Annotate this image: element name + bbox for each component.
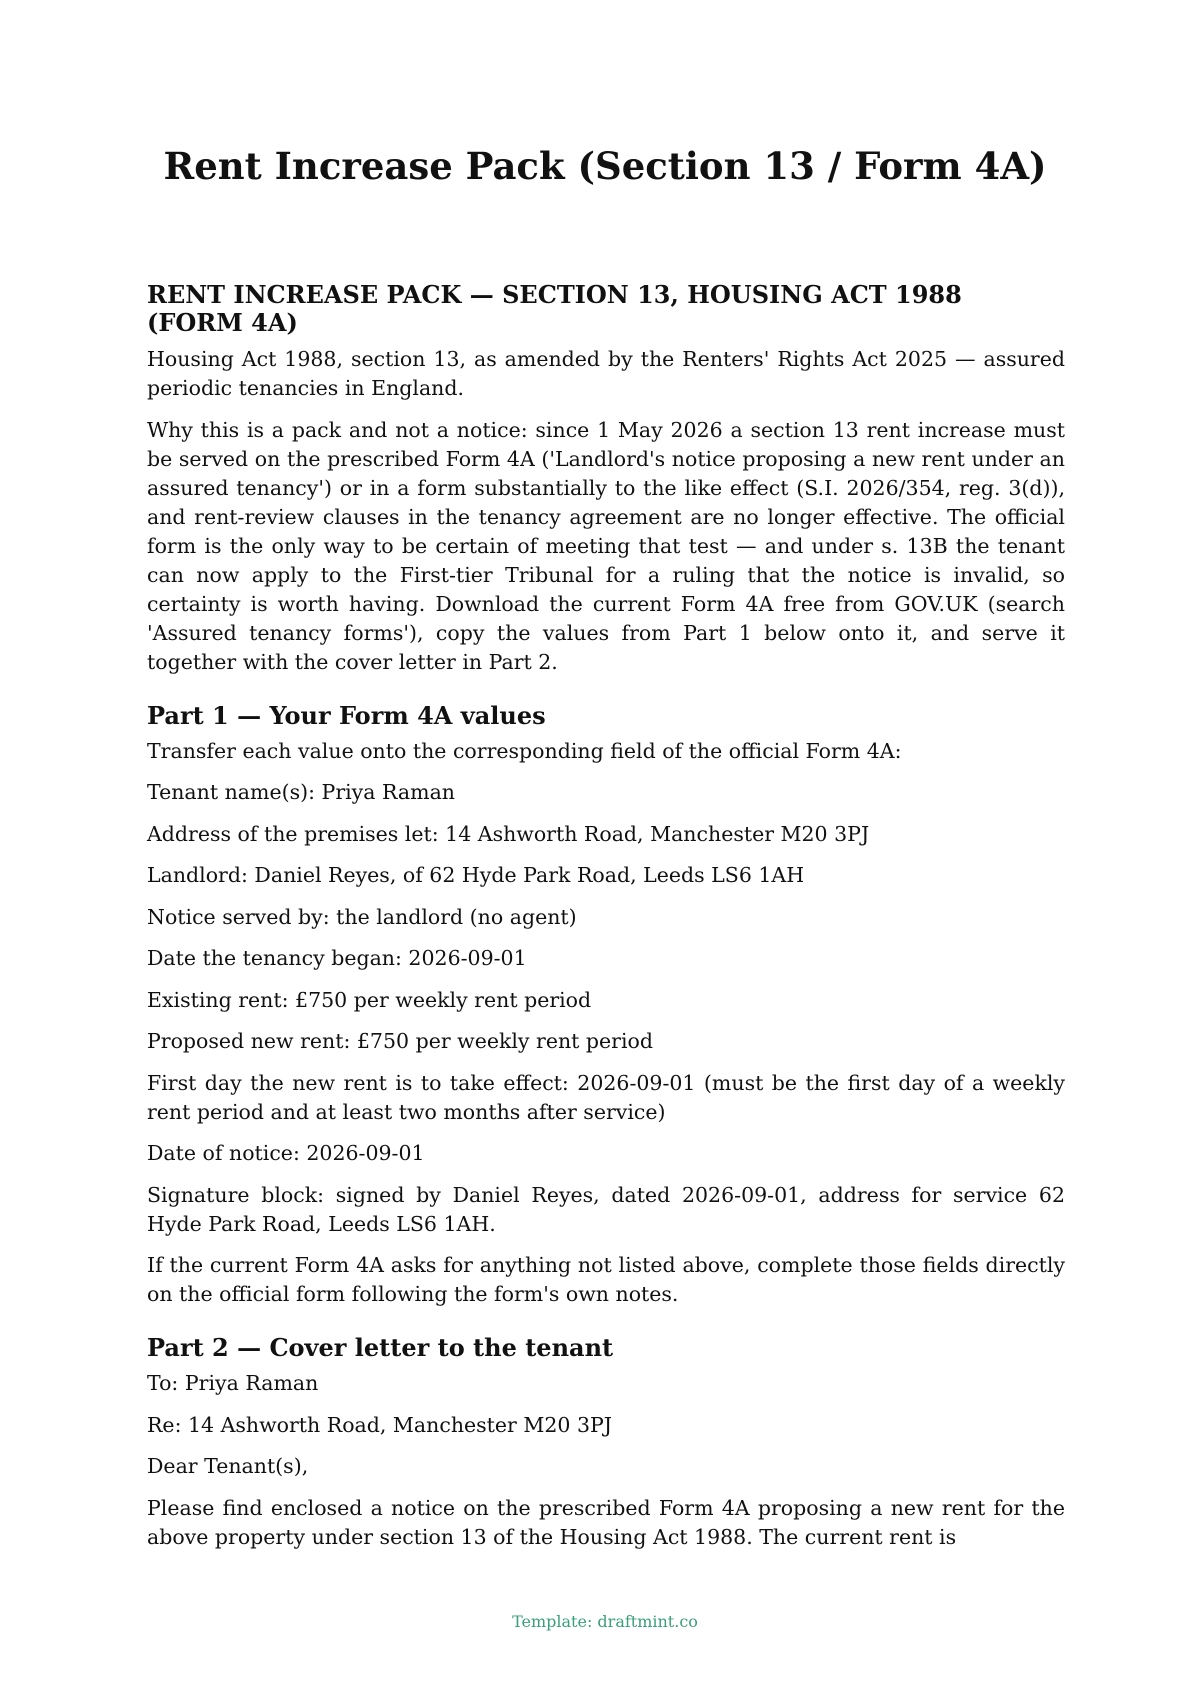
part1-instruction: Transfer each value onto the corresponding field of the official Form 4A: — [147, 738, 902, 763]
field-signature-block: Signature block: signed by Daniel Reyes, dated 2026-09-01, address for service 62 Hyde Park Road, Leeds LS6 1AH. — [147, 1182, 1065, 1236]
letter-salutation: Dear Tenant(s), — [147, 1454, 309, 1478]
part2-heading: Part 2 — Cover letter to the tenant — [147, 1333, 614, 1362]
field-tenant-names: Tenant name(s): Priya Raman — [147, 780, 455, 804]
document-title: Rent Increase Pack (Section 13 / Form 4A) — [163, 144, 1047, 188]
letter-re: Re: 14 Ashworth Road, Manchester M20 3PJ — [147, 1412, 613, 1437]
document-body — [147, 281, 1065, 1564]
main-heading: RENT INCREASE PACK — SECTION 13, HOUSING ACT 1988 (FORM 4A) — [147, 280, 962, 337]
field-existing-rent: Existing rent: £750 per weekly rent period — [147, 987, 592, 1012]
field-premises-address: Address of the premises let: 14 Ashworth Road, Manchester M20 3PJ — [147, 821, 870, 846]
letter-body: Please find enclosed a notice on the prescribed Form 4A proposing a new rent for the above property under section 13 of the Housing Act 1988. The current rent is — [147, 1495, 1065, 1549]
field-proposed-rent: Proposed new rent: £750 per weekly rent period — [147, 1029, 653, 1053]
field-effective-date: First day the new rent is to take effect: 2026-09-01 (must be the first day of a weekly rent period and at least two months after service) — [147, 1070, 1065, 1124]
field-notice-date: Date of notice: 2026-09-01 — [147, 1141, 425, 1165]
part1-heading: Part 1 — Your Form 4A values — [147, 700, 546, 730]
field-tenancy-start: Date the tenancy began: 2026-09-01 — [147, 946, 527, 970]
letter-to: To: Priya Raman — [147, 1371, 319, 1395]
why-pack-paragraph: Why this is a pack and not a notice: since 1 May 2026 a section 13 rent increase must be served on the prescribed Form 4A ('Landlord's notice proposing a new rent under an assured tenancy') or in a form substantially to the like effect (S.I. 2026/354, reg. 3(d)), and rent-review clauses in the tenancy agreement are no longer effective. The official form is the only way to be certain of meeting that test — and under s. 13B the tenant can now apply to the First-tier Tribunal for a ruling that the notice is invalid, so certainty is worth having. Download the current Form 4A free from GOV.UK (search 'Assured tenancy forms'), copy the values from Part 1 below onto it, and serve it together with the cover letter in Part 2. — [147, 417, 1065, 674]
field-landlord: Landlord: Daniel Reyes, of 62 Hyde Park Road, Leeds LS6 1AH — [147, 863, 805, 887]
intro-paragraph: Housing Act 1988, section 13, as amended by the Renters' Rights Act 2025 — assured periodic tenancies in England. — [147, 347, 1065, 400]
footer-template-credit: Template: draftmint.co — [512, 1612, 698, 1631]
field-served-by: Notice served by: the landlord (no agent) — [147, 904, 577, 929]
part1-note: If the current Form 4A asks for anything not listed above, complete those fields directly on the official form following the form's own notes. — [147, 1253, 1065, 1306]
